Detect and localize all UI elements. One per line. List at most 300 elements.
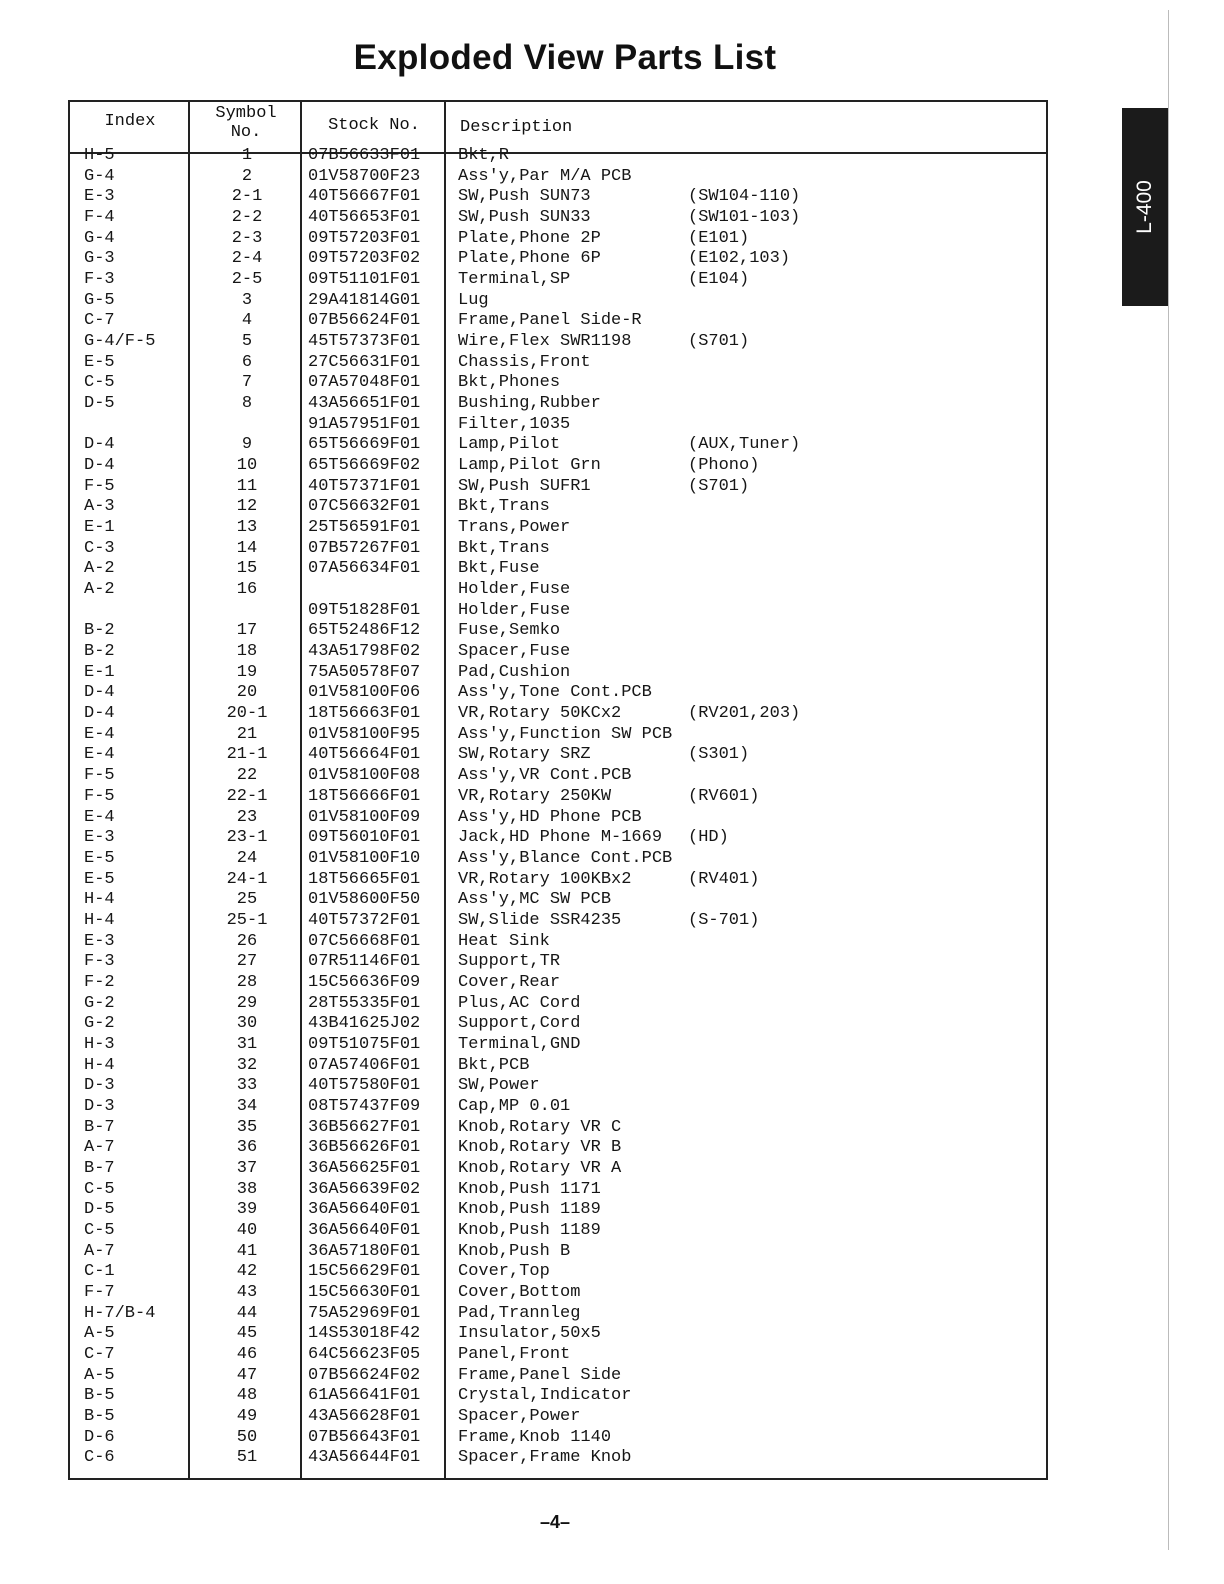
cell-index: H-3: [84, 1034, 115, 1054]
cell-symbol: 10: [236, 456, 258, 476]
cell-index: G-5: [84, 290, 115, 310]
cell-reference: (SW104-110): [688, 187, 801, 207]
cell-stock: 07A57406F01: [308, 1055, 421, 1075]
cell-symbol: 41: [236, 1241, 258, 1261]
cell-symbol: 29: [236, 993, 258, 1013]
cell-stock: 27C56631F01: [308, 352, 421, 372]
cell-stock: 43B41625J02: [308, 1014, 421, 1034]
cell-index: H-4: [84, 890, 115, 910]
cell-symbol: 20-1: [226, 704, 268, 724]
cell-description: Terminal,SP: [458, 270, 571, 290]
cell-stock: 25T56591F01: [308, 518, 421, 538]
cell-stock: 01V58100F06: [308, 683, 421, 703]
header-description: Description: [460, 118, 573, 137]
cell-stock: 40T57372F01: [308, 910, 421, 930]
cell-symbol: 24-1: [226, 869, 268, 889]
cell-symbol: 18: [236, 642, 258, 662]
cell-symbol: 31: [236, 1034, 258, 1054]
cell-description: Knob,Rotary VR B: [458, 1138, 622, 1158]
cell-stock: 36A56639F02: [308, 1179, 421, 1199]
cell-description: Support,Cord: [458, 1014, 581, 1034]
cell-stock: 09T51101F01: [308, 270, 421, 290]
cell-symbol: 11: [236, 476, 258, 496]
cell-stock: 18T56663F01: [308, 704, 421, 724]
cell-index: E-1: [84, 662, 115, 682]
table-row: [68, 353, 1048, 374]
cell-stock: 36A56640F01: [308, 1200, 421, 1220]
cell-description: Spacer,Frame Knob: [458, 1448, 632, 1468]
table-row: [68, 229, 1048, 250]
cell-stock: 36A56640F01: [308, 1220, 421, 1240]
cell-symbol: 14: [236, 538, 258, 558]
cell-symbol: 22-1: [226, 786, 268, 806]
table-row: [68, 890, 1048, 911]
table-row: [68, 766, 1048, 787]
cell-stock: 40T57580F01: [308, 1076, 421, 1096]
cell-index: B-2: [84, 642, 115, 662]
cell-stock: 15C56629F01: [308, 1262, 421, 1282]
cell-description: Bushing,Rubber: [458, 394, 601, 414]
cell-symbol: 25: [236, 890, 258, 910]
table-row: [68, 249, 1048, 270]
table-row: [68, 973, 1048, 994]
cell-stock: 09T51828F01: [308, 600, 421, 620]
cell-description: Plate,Phone 6P: [458, 249, 601, 269]
cell-symbol: 37: [236, 1158, 258, 1178]
table-row: [68, 601, 1048, 622]
cell-index: A-7: [84, 1241, 115, 1261]
table-row: [68, 1014, 1048, 1035]
cell-index: D-6: [84, 1427, 115, 1447]
cell-index: D-3: [84, 1076, 115, 1096]
page-number: –4–: [539, 1512, 571, 1532]
table-row: [68, 1056, 1048, 1077]
cell-description: Ass'y,HD Phone PCB: [458, 807, 642, 827]
cell-symbol: 30: [236, 1014, 258, 1034]
cell-symbol: 21: [236, 724, 258, 744]
cell-symbol: 51: [236, 1448, 258, 1468]
cell-symbol: 48: [236, 1386, 258, 1406]
cell-reference: (E102,103): [688, 249, 791, 269]
cell-index: F-5: [84, 786, 115, 806]
table-row: [68, 1097, 1048, 1118]
cell-description: Cover,Top: [458, 1262, 550, 1282]
cell-symbol: 46: [236, 1344, 258, 1364]
cell-description: Panel,Front: [458, 1344, 571, 1364]
cell-stock: 36A57180F01: [308, 1241, 421, 1261]
cell-index: A-3: [84, 497, 115, 517]
table-row: [68, 1283, 1048, 1304]
cell-index: D-3: [84, 1096, 115, 1116]
cell-symbol: 1: [241, 146, 253, 165]
table-row: [68, 683, 1048, 704]
cell-symbol: 22: [236, 766, 258, 786]
cell-description: Plus,AC Cord: [458, 993, 581, 1013]
cell-stock: 09T57203F02: [308, 249, 421, 269]
cell-description: Spacer,Power: [458, 1406, 581, 1426]
cell-description: Lamp,Pilot Grn: [458, 456, 601, 476]
cell-index: A-7: [84, 1138, 115, 1158]
cell-index: B-2: [84, 621, 115, 641]
table-row: [68, 1221, 1048, 1242]
side-tab: [1122, 108, 1168, 306]
cell-stock: 18T56665F01: [308, 869, 421, 889]
cell-index: B-7: [84, 1117, 115, 1137]
cell-index: G-4: [84, 166, 115, 186]
cell-index: G-2: [84, 1014, 115, 1034]
table-row: [68, 1200, 1048, 1221]
cell-description: SW,Power: [458, 1076, 540, 1096]
cell-symbol: 17: [236, 621, 258, 641]
table-row: [68, 270, 1048, 291]
cell-description: Frame,Panel Side: [458, 1365, 622, 1385]
cell-index: G-3: [84, 249, 115, 269]
cell-description: Cover,Bottom: [458, 1282, 581, 1302]
cell-index: C-7: [84, 311, 115, 331]
cell-symbol: 5: [241, 332, 253, 352]
cell-description: Insulator,50x5: [458, 1324, 601, 1344]
cell-symbol: 43: [236, 1282, 258, 1302]
cell-symbol: 49: [236, 1406, 258, 1426]
table-row: [68, 932, 1048, 953]
cell-symbol: 45: [236, 1324, 258, 1344]
cell-index: D-4: [84, 683, 115, 703]
table-row: [68, 1407, 1048, 1428]
cell-index: E-4: [84, 807, 115, 827]
cell-description: SW,Push SUN33: [458, 208, 591, 228]
cell-symbol: 34: [236, 1096, 258, 1116]
cell-index: F-7: [84, 1282, 115, 1302]
cell-description: Bkt,Trans: [458, 497, 550, 517]
table-row: [68, 208, 1048, 229]
cell-symbol: 35: [236, 1117, 258, 1137]
table-row: [68, 1304, 1048, 1325]
cell-index: G-4: [84, 228, 115, 248]
table-row: [68, 745, 1048, 766]
cell-description: VR,Rotary 250KW: [458, 786, 612, 806]
table-row: [68, 477, 1048, 498]
table-row: [68, 1076, 1048, 1097]
table-row: [68, 663, 1048, 684]
cell-stock: 07B57267F01: [308, 538, 421, 558]
cell-stock: 43A51798F02: [308, 642, 421, 662]
cell-index: G-4/F-5: [84, 332, 156, 352]
table-row: [68, 911, 1048, 932]
cell-description: Knob,Rotary VR A: [458, 1158, 622, 1178]
cell-reference: (RV601): [688, 786, 760, 806]
cell-index: A-5: [84, 1365, 115, 1385]
cell-index: E-5: [84, 848, 115, 868]
cell-symbol: 33: [236, 1076, 258, 1096]
table-row: [68, 167, 1048, 188]
cell-description: Ass'y,MC SW PCB: [458, 890, 612, 910]
cell-symbol: 36: [236, 1138, 258, 1158]
cell-stock: 01V58700F23: [308, 166, 421, 186]
cell-index: D-4: [84, 704, 115, 724]
cell-index: H-5: [84, 146, 115, 165]
cell-description: Heat Sink: [458, 931, 550, 951]
cell-index: B-5: [84, 1406, 115, 1426]
cell-description: Plate,Phone 2P: [458, 228, 601, 248]
cell-description: VR,Rotary 100KBx2: [458, 869, 632, 889]
cell-description: Wire,Flex SWR1198: [458, 332, 632, 352]
table-row: [68, 332, 1048, 353]
table-row: [68, 373, 1048, 394]
cell-stock: 15C56630F01: [308, 1282, 421, 1302]
table-row: [68, 1428, 1048, 1449]
cell-stock: 07C56632F01: [308, 497, 421, 517]
cell-stock: 36B56626F01: [308, 1138, 421, 1158]
cell-index: E-5: [84, 352, 115, 372]
table-row: [68, 1386, 1048, 1407]
table-row: [68, 559, 1048, 580]
table-row: [68, 828, 1048, 849]
cell-index: C-3: [84, 538, 115, 558]
cell-reference: (SW101-103): [688, 208, 801, 228]
cell-reference: (E101): [688, 228, 750, 248]
cell-index: A-2: [84, 580, 115, 600]
page-edge-line: [1168, 10, 1169, 1550]
table-row: [68, 1242, 1048, 1263]
cell-reference: (HD): [688, 828, 729, 848]
cell-description: Knob,Push 1189: [458, 1220, 601, 1240]
cell-symbol: 2-3: [231, 228, 263, 248]
table-row: [68, 187, 1048, 208]
cell-stock: 01V58100F10: [308, 848, 421, 868]
table-row: [68, 808, 1048, 829]
cell-description: Jack,HD Phone M-1669: [458, 828, 663, 848]
cell-stock: 01V58600F50: [308, 890, 421, 910]
cell-index: H-4: [84, 910, 115, 930]
cell-stock: 07B56633F01: [308, 146, 421, 165]
cell-stock: 07B56624F02: [308, 1365, 421, 1385]
cell-description: Ass'y,Tone Cont.PCB: [458, 683, 652, 703]
cell-symbol: 26: [236, 931, 258, 951]
table-row: [68, 539, 1048, 560]
cell-index: A-2: [84, 559, 115, 579]
cell-description: Bkt,Phones: [458, 373, 561, 393]
table-row: [68, 1138, 1048, 1159]
table-row: [68, 415, 1048, 436]
table-row: [68, 580, 1048, 601]
table-row: [68, 1180, 1048, 1201]
cell-description: Holder,Fuse: [458, 580, 571, 600]
cell-symbol: 25-1: [226, 910, 268, 930]
cell-stock: 01V58100F95: [308, 724, 421, 744]
cell-symbol: 23: [236, 807, 258, 827]
cell-reference: (RV401): [688, 869, 760, 889]
cell-stock: 09T51075F01: [308, 1034, 421, 1054]
table-row: [68, 952, 1048, 973]
cell-index: D-4: [84, 435, 115, 455]
cell-stock: 01V58100F08: [308, 766, 421, 786]
cell-description: Knob,Push 1189: [458, 1200, 601, 1220]
cell-symbol: 20: [236, 683, 258, 703]
cell-index: C-5: [84, 1179, 115, 1199]
cell-reference: (AUX,Tuner): [688, 435, 801, 455]
cell-stock: 14S53018F42: [308, 1324, 421, 1344]
cell-index: E-1: [84, 518, 115, 538]
cell-description: Knob,Push B: [458, 1241, 571, 1261]
cell-symbol: 4: [241, 311, 253, 331]
cell-description: Knob,Push 1171: [458, 1179, 601, 1199]
cell-description: Chassis,Front: [458, 352, 591, 372]
cell-description: SW,Push SUFR1: [458, 476, 591, 496]
cell-description: Trans,Power: [458, 518, 571, 538]
cell-symbol: 24: [236, 848, 258, 868]
cell-index: F-4: [84, 208, 115, 228]
cell-stock: 75A50578F07: [308, 662, 421, 682]
cell-index: E-3: [84, 187, 115, 207]
table-row: [68, 1118, 1048, 1139]
table-row: [68, 1448, 1048, 1469]
cell-description: Bkt,PCB: [458, 1055, 530, 1075]
cell-index: B-7: [84, 1158, 115, 1178]
table-row: [68, 994, 1048, 1015]
cell-index: F-3: [84, 952, 115, 972]
cell-index: D-5: [84, 1200, 115, 1220]
cell-symbol: 2: [241, 166, 253, 186]
cell-symbol: 2-1: [231, 187, 263, 207]
cell-description: Holder,Fuse: [458, 600, 571, 620]
cell-stock: 09T56010F01: [308, 828, 421, 848]
cell-reference: (S-701): [688, 910, 760, 930]
cell-description: Frame,Panel Side-R: [458, 311, 642, 331]
cell-symbol: 15: [236, 559, 258, 579]
cell-description: Frame,Knob 1140: [458, 1427, 612, 1447]
table-row: [68, 849, 1048, 870]
table-row: [68, 497, 1048, 518]
cell-description: SW,Rotary SRZ: [458, 745, 591, 765]
cell-symbol: 12: [236, 497, 258, 517]
cell-stock: 07A56634F01: [308, 559, 421, 579]
cell-description: Terminal,GND: [458, 1034, 581, 1054]
cell-index: C-7: [84, 1344, 115, 1364]
cell-reference: (S701): [688, 476, 750, 496]
cell-description: Lamp,Pilot: [458, 435, 561, 455]
cell-symbol: 28: [236, 972, 258, 992]
table-row: [68, 435, 1048, 456]
cell-stock: 61A56641F01: [308, 1386, 421, 1406]
cell-stock: 40T57371F01: [308, 476, 421, 496]
table-row: [68, 456, 1048, 477]
cell-index: E-5: [84, 869, 115, 889]
cell-reference: (Phono): [688, 456, 760, 476]
cell-stock: 29A41814G01: [308, 290, 421, 310]
cell-stock: 75A52969F01: [308, 1303, 421, 1323]
cell-reference: (S301): [688, 745, 750, 765]
cell-description: Bkt,R: [458, 146, 510, 165]
table-row: [68, 1159, 1048, 1180]
table-row: [68, 870, 1048, 891]
cell-stock: 36A56625F01: [308, 1158, 421, 1178]
header-symbol-line1: Symbol: [215, 104, 277, 123]
table-row: [68, 311, 1048, 332]
cell-stock: 09T57203F01: [308, 228, 421, 248]
table-row: [68, 621, 1048, 642]
cell-description: Ass'y,Function SW PCB: [458, 724, 673, 744]
cell-symbol: 3: [241, 290, 253, 310]
cell-stock: 65T56669F02: [308, 456, 421, 476]
cell-stock: 40T56664F01: [308, 745, 421, 765]
cell-symbol: 21-1: [226, 745, 268, 765]
cell-stock: 36B56627F01: [308, 1117, 421, 1137]
cell-symbol: 2-5: [231, 270, 263, 290]
cell-symbol: 2-4: [231, 249, 263, 269]
cell-description: Ass'y,VR Cont.PCB: [458, 766, 632, 786]
cell-index: F-2: [84, 972, 115, 992]
cell-description: Ass'y,Blance Cont.PCB: [458, 848, 673, 868]
side-tab-label: L-400: [1133, 180, 1156, 234]
cell-stock: 43A56644F01: [308, 1448, 421, 1468]
cell-stock: 64C56623F05: [308, 1344, 421, 1364]
cell-index: H-7/B-4: [84, 1303, 156, 1323]
cell-index: C-5: [84, 373, 115, 393]
cell-stock: 65T56669F01: [308, 435, 421, 455]
cell-description: Cover,Rear: [458, 972, 561, 992]
page-title: Exploded View Parts List: [353, 38, 777, 77]
header-stock: Stock No.: [328, 116, 420, 135]
header-index: Index: [104, 112, 156, 131]
table-body: [68, 146, 1048, 1469]
cell-symbol: 38: [236, 1179, 258, 1199]
table-row: [68, 1262, 1048, 1283]
cell-index: F-5: [84, 476, 115, 496]
cell-stock: 07C56668F01: [308, 931, 421, 951]
cell-description: Fuse,Semko: [458, 621, 561, 641]
cell-stock: 43A56628F01: [308, 1406, 421, 1426]
cell-stock: 91A57951F01: [308, 414, 421, 434]
cell-index: G-2: [84, 993, 115, 1013]
cell-stock: 07B56643F01: [308, 1427, 421, 1447]
table-row: [68, 1324, 1048, 1345]
cell-symbol: 39: [236, 1200, 258, 1220]
cell-index: D-5: [84, 394, 115, 414]
cell-index: D-4: [84, 456, 115, 476]
cell-symbol: 13: [236, 518, 258, 538]
cell-stock: 07A57048F01: [308, 373, 421, 393]
table-row: [68, 146, 1048, 167]
table-row: [68, 394, 1048, 415]
cell-stock: 40T56653F01: [308, 208, 421, 228]
cell-index: E-4: [84, 745, 115, 765]
cell-symbol: 16: [236, 580, 258, 600]
cell-index: E-3: [84, 931, 115, 951]
cell-stock: 15C56636F09: [308, 972, 421, 992]
cell-symbol: 23-1: [226, 828, 268, 848]
cell-stock: 65T52486F12: [308, 621, 421, 641]
cell-description: Ass'y,Par M/A PCB: [458, 166, 632, 186]
cell-symbol: 7: [241, 373, 253, 393]
cell-description: Crystal,Indicator: [458, 1386, 632, 1406]
cell-description: VR,Rotary 50KCx2: [458, 704, 622, 724]
cell-symbol: 40: [236, 1220, 258, 1240]
cell-index: F-3: [84, 270, 115, 290]
cell-description: Support,TR: [458, 952, 561, 972]
cell-symbol: 6: [241, 352, 253, 372]
cell-stock: 08T57437F09: [308, 1096, 421, 1116]
cell-reference: (E104): [688, 270, 750, 290]
cell-stock: 07R51146F01: [308, 952, 421, 972]
table-row: [68, 704, 1048, 725]
cell-symbol: 47: [236, 1365, 258, 1385]
cell-symbol: 8: [241, 394, 253, 414]
cell-index: C-1: [84, 1262, 115, 1282]
cell-index: F-5: [84, 766, 115, 786]
cell-description: Pad,Trannleg: [458, 1303, 581, 1323]
table-row: [68, 725, 1048, 746]
cell-stock: 07B56624F01: [308, 311, 421, 331]
